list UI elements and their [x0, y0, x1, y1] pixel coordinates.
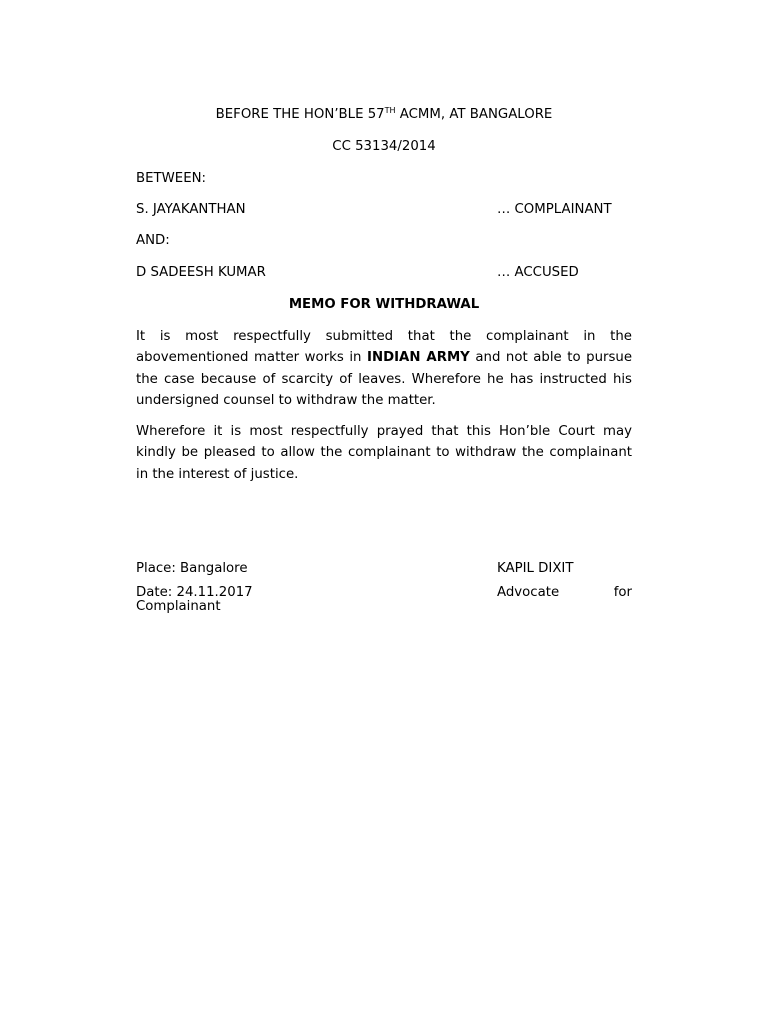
memo-title: MEMO FOR WITHDRAWAL [288, 297, 480, 312]
memo-paragraph-2: Wherefore it is most respectfully prayed that this Hon’ble Court may kindly be pleased to allow the complainant to withdraw the complainant in the interest of justice. [136, 424, 632, 482]
memo-paragraph-1-text-a: It is most respectfully submitted that the complainant in the abovementioned matter works in [136, 329, 632, 366]
court-heading-superscript: TH [384, 106, 396, 115]
between-label: BETWEEN: [136, 171, 207, 186]
complainant-name: S. JAYAKANTHAN [136, 202, 246, 217]
place-line: Place: Bangalore [136, 561, 248, 576]
court-heading-prefix: BEFORE THE HON’BLE 57 [215, 107, 385, 122]
and-label: AND: [136, 233, 170, 248]
accused-name: D SADEESH KUMAR [136, 265, 266, 280]
advocate-name: KAPIL DIXIT [497, 561, 574, 576]
court-heading-suffix: ACMM, AT BANGALORE [395, 107, 553, 122]
date-line: Date: 24.11.2017 [136, 585, 253, 600]
memo-paragraph-1-emphasis: INDIAN ARMY [367, 350, 470, 366]
court-heading [136, 107, 632, 122]
accused-role: … ACCUSED [497, 265, 579, 280]
memo-paragraph-1-text-b: and not able to pursue the case because of scarcity of leaves. Wherefore he has instructed his undersigned counsel to withdraw the matter. [136, 350, 633, 408]
advocate-title-part1: Advocate for [497, 585, 632, 600]
advocate-title-part2: Complainant [136, 599, 221, 614]
case-number: CC 53134/2014 [332, 139, 436, 154]
memo-paragraph-1 [136, 326, 632, 411]
complainant-role: … COMPLAINANT [497, 202, 612, 217]
